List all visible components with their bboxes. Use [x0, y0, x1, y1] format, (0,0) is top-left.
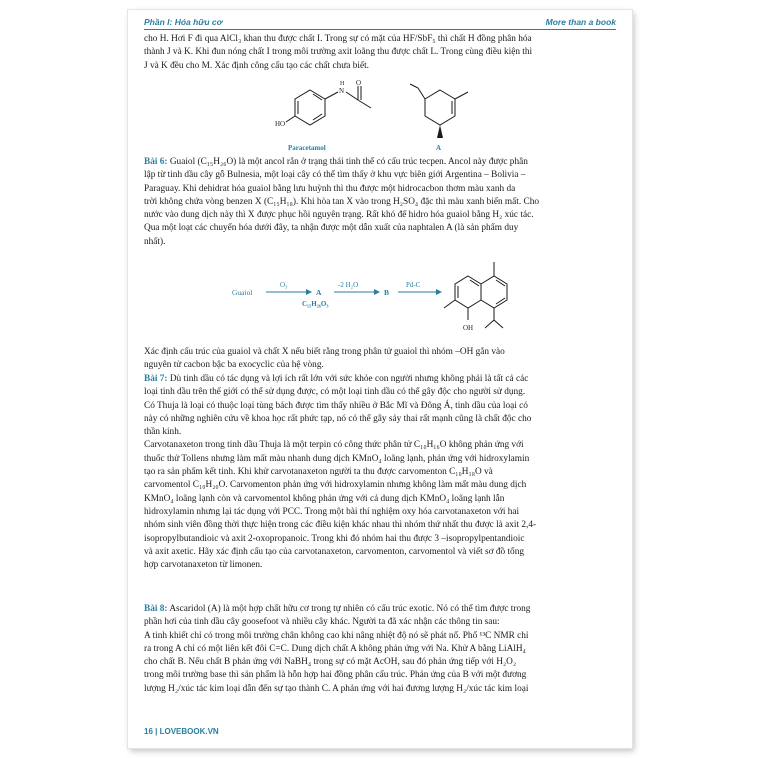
paracetamol-label: Paracetamol [288, 144, 326, 152]
header-section-title: Phần I: Hóa hữu cơ [144, 17, 223, 27]
text-line: phần hơi của tinh dầu cây goosefoot và nhiều cây khác. Người ta đã xác nhận các thông tin sau: [144, 617, 500, 628]
scheme-reagent2: -2 H₂O [338, 281, 359, 289]
text-span: Dù tinh dầu có tác dụng và lợi ích rất lớn với sức khỏe con người nhưng không phải là tất cả các [169, 374, 529, 384]
text-line: A tinh khiết chỉ có trong môi trường chân không cao khi nâng nhiệt độ nó sẽ phát nổ. Phổ ¹³C NMR chỉ [144, 630, 529, 641]
text-line: thành J và K. Khi đun nóng chất I trong môi trường axit loãng thu được chất L. Trong cùng điều kiện thì [144, 47, 533, 58]
text-line: J và K đều cho M. Xác định công cấu tạo các chất chưa biết. [144, 60, 369, 71]
text-line: trời không chứa vòng benzen X (C₁₅H₁₈). Khi hòa tan X vào trong H₂SO₄ đặc thì màu xanh biến mất. Cho [144, 196, 540, 207]
text-line: thần kinh. [144, 427, 182, 438]
text-line: và axit axetic. Hãy xác định cấu tạo của carvotanaxeton, carvomenton, carvomentol và viết sơ đồ tổng [144, 546, 525, 557]
a-label: A [436, 144, 442, 152]
bai6-title: Bài 6: [144, 157, 168, 167]
page-footer: 16 | LOVEBOOK.VN [144, 727, 219, 736]
text-line [144, 603, 616, 616]
naphthalene-structure [444, 262, 507, 328]
text-line: Qua một loạt các chuyển hóa dưới đây, ta nhận được một dẫn xuất của naphtalen A (là sản phẩm duy [144, 223, 519, 234]
text-line: hợp carvotanaxeton từ limonen. [144, 560, 263, 571]
text-line: Paraguay. Khi dehidrat hóa guaiol bằng lưu huỳnh thì thu được một hidrocacbon thơm màu xanh da [144, 183, 516, 194]
header-rule [144, 29, 616, 30]
scheme-reagent3: Pd-C [406, 281, 421, 289]
text-line: loại tinh dầu trên thế giới có thể sử dụng được, có một loại tinh dầu có thể gây độc cho người sử dụng. [144, 387, 526, 398]
bai8-paragraph [144, 603, 616, 696]
ho-label: HO [275, 120, 286, 128]
text-line: hidroxylamin nhưng lại tác dụng với PCC. Trong một bài thí nghiệm oxy hóa carvotanaxeton với hai [144, 506, 520, 517]
text-span: Guaiol (C₁₅H₂₆O) là một ancol rắn ở trạng thái tinh thể có cấu trúc tecpen. Ancol này được phân [169, 157, 528, 167]
text-line [144, 373, 616, 386]
scheme-start: Guaiol [232, 288, 253, 297]
scheme-int1: A [316, 288, 322, 297]
text-line: cho chất B. Nếu chất B phản ứng với NaBH₄ trong sự có mặt AcOH, sau đó phản ứng tiếp với H₂O₂ [144, 657, 517, 668]
n-label: N [339, 87, 345, 95]
scheme-reagent1: O₃ [280, 281, 288, 289]
text-line [144, 156, 616, 169]
text-line: cho H. Hơi F đi qua AlCl₃ khan thu được chất I. Trong sự có mặt của HF/SbF₅ thì chất H đồng phân hóa [144, 34, 532, 44]
text-span: Ascaridol (A) là một hợp chất hữu cơ trong tự nhiên có cấu trúc exotic. Nó có thể tìm được trong [169, 604, 531, 614]
text-line: này có những nghiên cứu về khoa học rất phức tạp, nó có thể gây sảy thai rất mạnh cũng là chất độc cho [144, 413, 532, 424]
h-label: H [340, 81, 345, 87]
text-line: Có Thuja là loại có thuộc loại tùng bách được tìm thấy nhiều ở Bắc Mĩ và Đông Á, tinh dầu của loại có [144, 400, 528, 411]
guaiol-question [144, 346, 616, 373]
text-line: trong môi trường base thì sản phẩm là hỗn hợp hai đồng phân cấu trúc. Phản ứng của B với một đương [144, 670, 527, 681]
text-line: nước vào dung dịch này thì X được phục hồi nguyên trạng. Rất khó để hidro hóa guaiol bằng H₂ xúc tác. [144, 210, 534, 221]
reaction-scheme [228, 256, 528, 340]
text-line: Carvotanaxeton trong tinh dầu Thuja là một terpin có công thức phân tử C₁₀H₁₆O không phản ứng với [144, 440, 524, 451]
page-header [144, 17, 616, 29]
header-slogan: More than a book [545, 17, 616, 27]
text-line: Xác định cấu trúc của guaiol và chất X nếu biết rằng trong phân tử guaiol thì nhóm –OH gắn vào [144, 347, 505, 357]
text-line: ra trong A chỉ có một liên kết đôi C=C. Dung dịch chất A không phản ứng với Na. Khử A bằng LiAlH₄ [144, 643, 526, 654]
text-line: thuốc thử Tollens nhưng làm mất màu nhanh dung dịch KMnO₄ loãng lạnh, phản ứng với hidroxylamin [144, 453, 530, 464]
text-line: lượng H₂/xúc tác kim loại dẫn đến sự tạo thành C. A phản ứng với hai đương lượng H₂/xúc tác kim loại [144, 683, 529, 694]
text-line: carvomentol C₁₀H₂₀O. Carvomenton phản ứng với hidroxylamin nhưng không làm mất màu dung dịch [144, 480, 527, 491]
text-line: nhất). [144, 236, 166, 247]
text-line: isopropylbutandioic và axit 2-oxopropanoic. Trong khi đó nhóm hai thu được 3 –isopropylpentandioic [144, 533, 525, 544]
scheme-formula: C₁₅H₂₆O₃ [302, 300, 329, 308]
scheme-int2: B [384, 288, 390, 297]
text-line: KMnO₄ loãng lạnh còn và carvomentol không phản ứng với cả dung dịch KMnO₄ loãng lạnh lẫn [144, 493, 505, 504]
text-line: lập từ tinh dầu cây gỗ Bulnesia, một loại cây có thể tìm thấy ở khu vực biên giới Argentina – Bolivia – [144, 170, 526, 181]
bai7-paragraph [144, 373, 616, 572]
oh-label: OH [463, 324, 474, 332]
text-line: nguyên tử cacbon bậc ba exocyclic của hệ vòng. [144, 360, 324, 371]
bai7-title: Bài 7: [144, 374, 168, 384]
o-label: O [356, 80, 362, 87]
structure-figure-1 [270, 80, 500, 152]
bai8-title: Bài 8: [144, 604, 168, 614]
intro-paragraph [144, 33, 616, 73]
bai6-paragraph [144, 156, 616, 249]
text-line: nhóm sinh viên đồng thời thực hiện trong các điều kiện khác nhau thì nhóm thứ nhất thu được là axit 2,4- [144, 520, 537, 531]
text-line: tạo ra sản phẩm kết tinh. Khi khử carvotanaxeton người ta thu được carvomenton C₁₀H₁₈O và [144, 467, 493, 478]
